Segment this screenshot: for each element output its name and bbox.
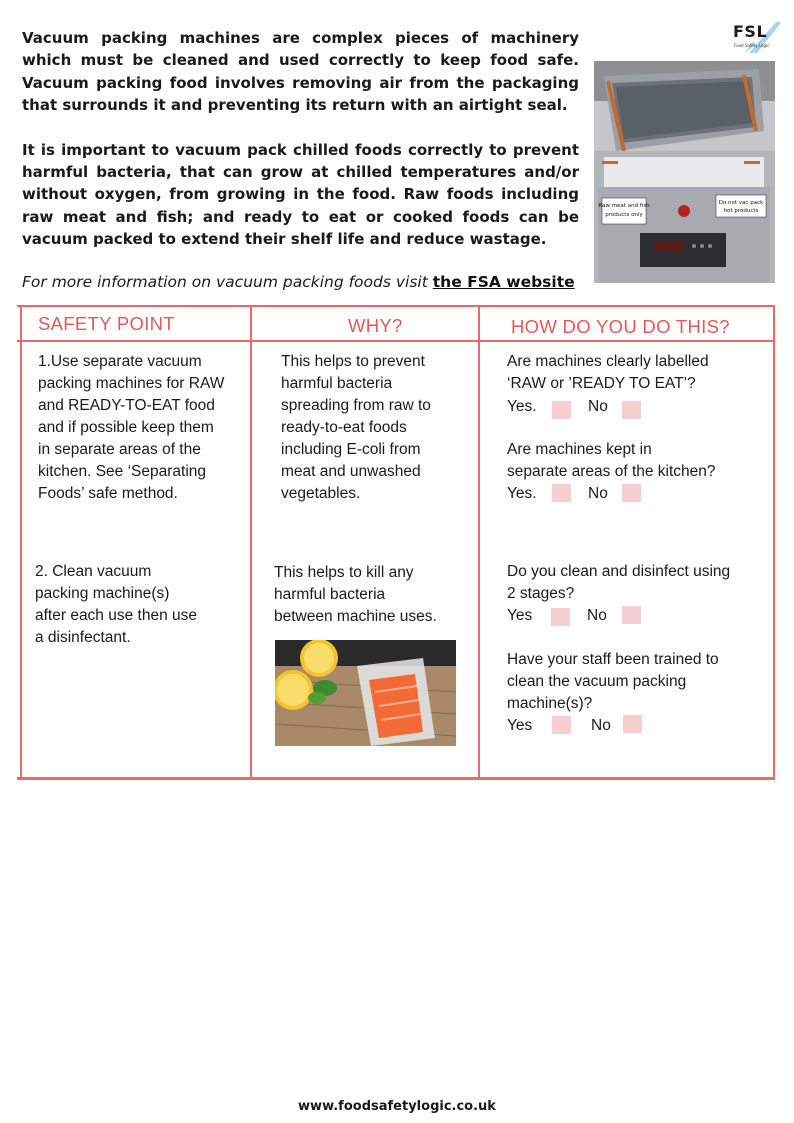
vacuum-packed-salmon-photo [275, 640, 456, 746]
table-divider-2 [478, 305, 480, 779]
yes-label: Yes [507, 717, 533, 734]
table-divider-1 [250, 305, 252, 779]
question-2-1: Do you clean and disinfect using 2 stages? [507, 563, 731, 602]
yes-label: Yes [507, 607, 533, 624]
no-label: No [588, 485, 608, 502]
header-safety-point: SAFETY POINT [38, 313, 175, 334]
no-label: No [591, 717, 611, 734]
svg-text:hot products: hot products [723, 208, 759, 214]
table-header-border [17, 340, 775, 342]
yes-checkbox[interactable] [551, 608, 570, 626]
table-right-border [773, 305, 775, 779]
table-bottom-border [17, 777, 775, 780]
svg-text:products only: products only [605, 212, 643, 218]
intro-paragraph-2: It is important to vacuum pack chilled foods correctly to prevent harmful bacteria, that can grow at chilled temperatures and/or without oxygen, from growing in the food. Raw foods including raw meat and fish; and ready to eat or cooked foods can be vacuum packed to extend their shelf life and reduce wastage. [22, 140, 579, 249]
yes-label: Yes. [507, 485, 537, 502]
question-1-2: Are machines kept in separate areas of the kitchen? [507, 441, 716, 480]
photo-label-raw: Raw meat and fish [598, 203, 650, 209]
header-how: HOW DO YOU DO THIS? [511, 316, 730, 337]
yes-label: Yes. [507, 398, 537, 415]
logo-subtext: Food Safety Logic [734, 43, 770, 48]
yes-checkbox[interactable] [552, 484, 571, 502]
intro-paragraph-1: Vacuum packing machines are complex pieces of machinery which must be cleaned and used correctly to keep food safe. Vacuum packing food involves removing air from the packaging that surrounds it and preventing its return with an airtight seal. [22, 29, 579, 115]
no-label: No [587, 607, 607, 624]
no-checkbox[interactable] [623, 715, 642, 733]
why-1: This helps to prevent harmful bacteria spreading from raw to ready-to-eat foods including E-coli from meat and unwashed vegetables. [281, 353, 431, 502]
safety-point-2: 2. Clean vacuum packing machine(s) after each use then use a disinfectant. [35, 563, 198, 646]
table-left-border [20, 305, 22, 779]
more-info-line [22, 273, 575, 291]
more-info-text: For more information on vacuum packing foods visit [22, 273, 433, 291]
no-checkbox[interactable] [622, 401, 641, 419]
fsl-logo [727, 19, 781, 57]
question-1-1: Are machines clearly labelled ‘RAW or ’READY TO EAT’? [507, 353, 709, 392]
no-checkbox[interactable] [622, 484, 641, 502]
logo-text: FSL [733, 22, 768, 41]
safety-point-1: 1.Use separate vacuum packing machines for RAW and READY-TO-EAT food and if possible keep them in separate areas of the kitchen. See ‘Separating Foods’ safe method. [38, 353, 225, 502]
why-2: This helps to kill any harmful bacteria between machine uses. [274, 564, 437, 625]
no-label: No [588, 398, 608, 415]
photo-label-hot: Do not vac pack [718, 200, 764, 206]
footer-website: www.foodsafetylogic.co.uk [298, 1099, 496, 1114]
table-top-border [17, 305, 775, 307]
question-2-2: Have your staff been trained to clean the vacuum packing machine(s)? [507, 651, 719, 712]
no-checkbox[interactable] [622, 606, 641, 624]
intro-text [22, 27, 579, 273]
header-why: WHY? [348, 315, 403, 336]
yes-checkbox[interactable] [552, 716, 571, 734]
yes-checkbox[interactable] [552, 401, 571, 419]
vacuum-machine-photo [594, 61, 775, 283]
fsa-website-link[interactable]: the FSA website [432, 273, 575, 291]
